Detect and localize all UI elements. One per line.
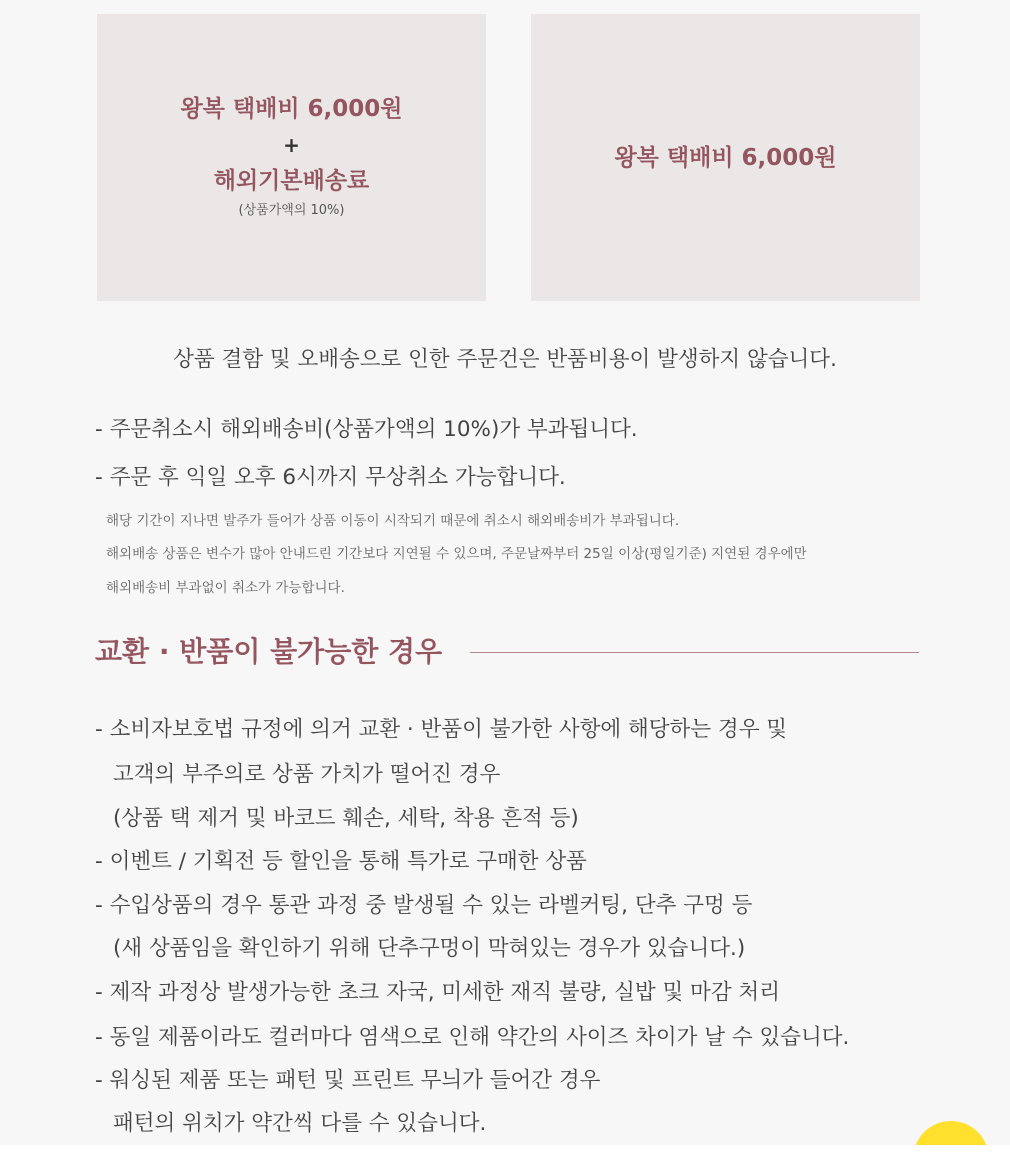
plus-sign: + — [283, 132, 300, 157]
fee-box-overseas-content — [97, 93, 486, 223]
restriction-item: - 수입상품의 경우 통관 과정 중 발생될 수 있는 라벨커팅, 단추 구멍 등 — [95, 893, 753, 918]
restriction-item: - 워싱된 제품 또는 패턴 및 프린트 무늬가 들어간 경우 — [95, 1068, 601, 1093]
fee-box-overseas — [97, 14, 486, 301]
restriction-item: - 동일 제품이라도 컬러마다 염색으로 인해 약간의 사이즈 차이가 날 수 있습니다. — [95, 1025, 850, 1050]
round-trip-fee-label: 왕복 택배비 6,000원 — [180, 95, 403, 122]
cancel-rule: - 주문 후 익일 오후 6시까지 무상취소 가능합니다. — [95, 465, 566, 490]
restriction-item: (상품 택 제거 및 바코드 훼손, 세탁, 착용 흔적 등) — [113, 806, 579, 831]
overseas-fee-note: (상품가액의 10%) — [238, 202, 345, 218]
cancel-detail: 해외배송비 부과없이 취소가 가능합니다. — [106, 580, 345, 596]
cancel-rule: - 주문취소시 해외배송비(상품가액의 10%)가 부과됩니다. — [95, 417, 638, 442]
overseas-fee-label: 해외기본배송료 — [213, 167, 370, 194]
chat-bubble-button[interactable] — [913, 1121, 989, 1145]
restriction-item: 고객의 부주의로 상품 가치가 떨어진 경우 — [113, 762, 501, 787]
section-divider — [470, 652, 919, 653]
section-title: 교환 · 반품이 불가능한 경우 — [95, 635, 443, 668]
fee-box-domestic — [531, 14, 920, 301]
round-trip-fee-label: 왕복 택배비 6,000원 — [614, 144, 837, 171]
defect-notice: 상품 결함 및 오배송으로 인한 주문건은 반품비용이 발생하지 않습니다. — [173, 347, 837, 372]
restriction-item: - 제작 과정상 발생가능한 초크 자국, 미세한 재직 불량, 실밥 및 마감 처리 — [95, 980, 780, 1005]
fee-box-domestic-content — [531, 142, 920, 174]
cancel-detail: 해당 기간이 지나면 발주가 들어가 상품 이동이 시작되기 때문에 취소시 해외배송비가 부과됩니다. — [106, 513, 680, 529]
restriction-item: 패턴의 위치가 약간씩 다를 수 있습니다. — [113, 1111, 487, 1136]
restriction-item: - 이벤트 / 기획전 등 할인을 통해 특가로 구매한 상품 — [95, 849, 587, 874]
restriction-item: (새 상품임을 확인하기 위해 단추구멍이 막혀있는 경우가 있습니다.) — [113, 936, 746, 961]
restriction-item: - 소비자보호법 규정에 의거 교환 · 반품이 불가한 사항에 해당하는 경우 및 — [95, 717, 788, 742]
cancel-detail: 해외배송 상품은 변수가 많아 안내드린 기간보다 지연될 수 있으며, 주문날짜부터 25일 이상(평일기준) 지연된 경우에만 — [106, 546, 807, 562]
